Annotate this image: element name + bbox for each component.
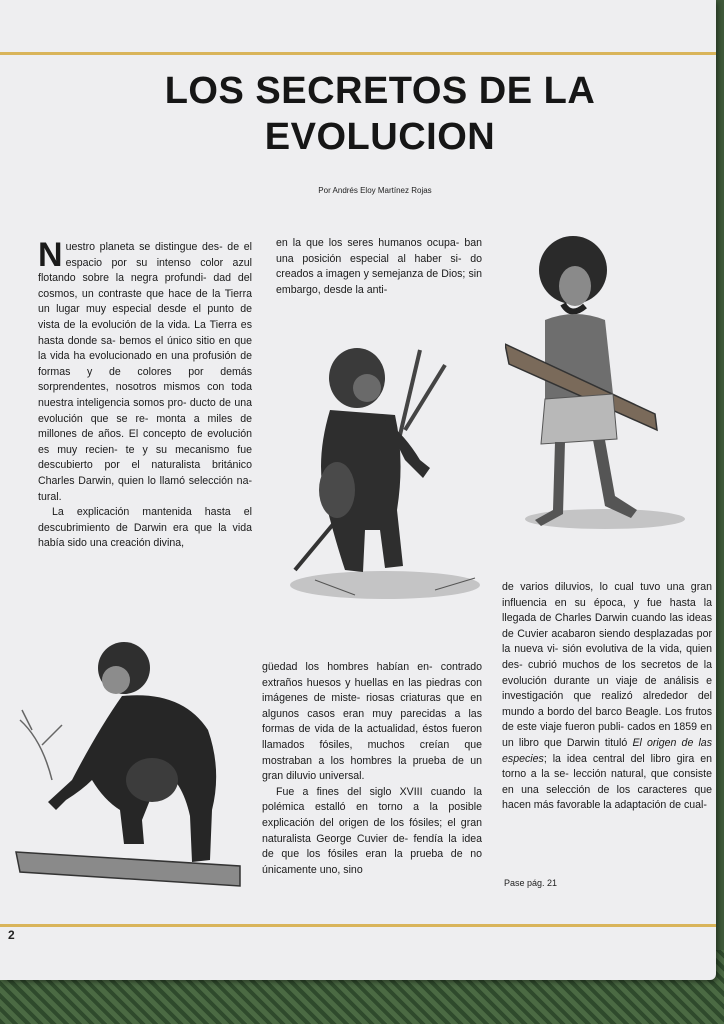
byline: Por Andrés Eloy Martínez Rojas xyxy=(318,186,432,195)
column-1 xyxy=(38,236,252,552)
bottom-rule xyxy=(0,924,716,927)
ape-with-stick-illustration xyxy=(285,340,495,610)
paragraph: Nuestro planeta se distingue des- de el espacio por su intenso color azul flotando sobre la negra profundi- dad del cosmos, un contraste que hace de la Tierra un lugar muy especial desde el punto de vista de la evolución de la vida. La Tierra es hasta donde sa- bemos el único sitio en que la vida ha evolucionado en una profusión de formas y de colores por demás sorprendentes, nosotros mismos con toda nuestra inteligencia somos pro- ducto de una evolución que se re- monta a miles de millones de años. El concepto de evolución es muy recien- te y su mecanismo fue descubierto por el naturalista británico Charles Darwin, quien lo llamó selección na- tural. xyxy=(38,236,252,503)
book-title: El origen de las especies xyxy=(502,736,712,765)
paragraph: güedad los hombres habían en- contrado extraños huesos y huellas en las piedras con imágenes de miste- riosas criaturas que en algunos casos eran muy parecidas a las formas de vida de la actualidad, éstos fueron llamados fósiles, muchos creían que mostraban a los hombres la prueba de un gran diluvio universal. xyxy=(262,661,482,783)
top-rule xyxy=(0,52,716,55)
column-3 xyxy=(262,660,482,878)
paragraph: en la que los seres humanos ocupa- ban una posición especial al haber si- do creados a imagen y semejanza de Dios; sin embargo, desde la anti- xyxy=(276,237,482,296)
drop-cap: N xyxy=(38,236,63,274)
page-number: 2 xyxy=(8,928,15,942)
column-2 xyxy=(276,236,482,298)
paragraph: La explicación mantenida hasta el descubrimiento de Darwin era que la vida había sido una creación divina, xyxy=(38,506,252,550)
paragraph: Fue a fines del siglo XVIII cuando la polémica estalló en torno a la posible explicación del origen de los fósiles; el gran naturalista George Cuvier de- fendía la idea de que los fósiles eran la prueba de no únicamente uno, sino xyxy=(262,785,482,876)
chimpanzee-illustration xyxy=(12,630,247,895)
continued-note: Pase pág. 21 xyxy=(504,878,558,888)
caveman-with-log-illustration xyxy=(505,234,705,534)
paragraph: de varios diluvios, lo cual tuvo una gran influencia en su época, y fue hasta la llegada de Charles Darwin cuando las ideas de Cuvier acabaron siendo desplazadas por la nueva vi- sión evolutiva de la vida, quien des- cubrió muchos de los secretos de la evolución durante un viaje de análisis e investigación que realizó alrededor del mundo a bordo del barco Beagle. Los frutos de este viaje fueron publi- cados en 1859 en un libro que Darwin tituló El origen de las especies; la idea central del libro gira en torno a la se- lección natural, que consiste en una selección de los caracteres que hacen más favorable la adaptación de cual- xyxy=(502,581,712,812)
column-4 xyxy=(502,580,712,814)
article-title: LOS SECRETOS DE LA EVOLUCION xyxy=(164,70,596,158)
